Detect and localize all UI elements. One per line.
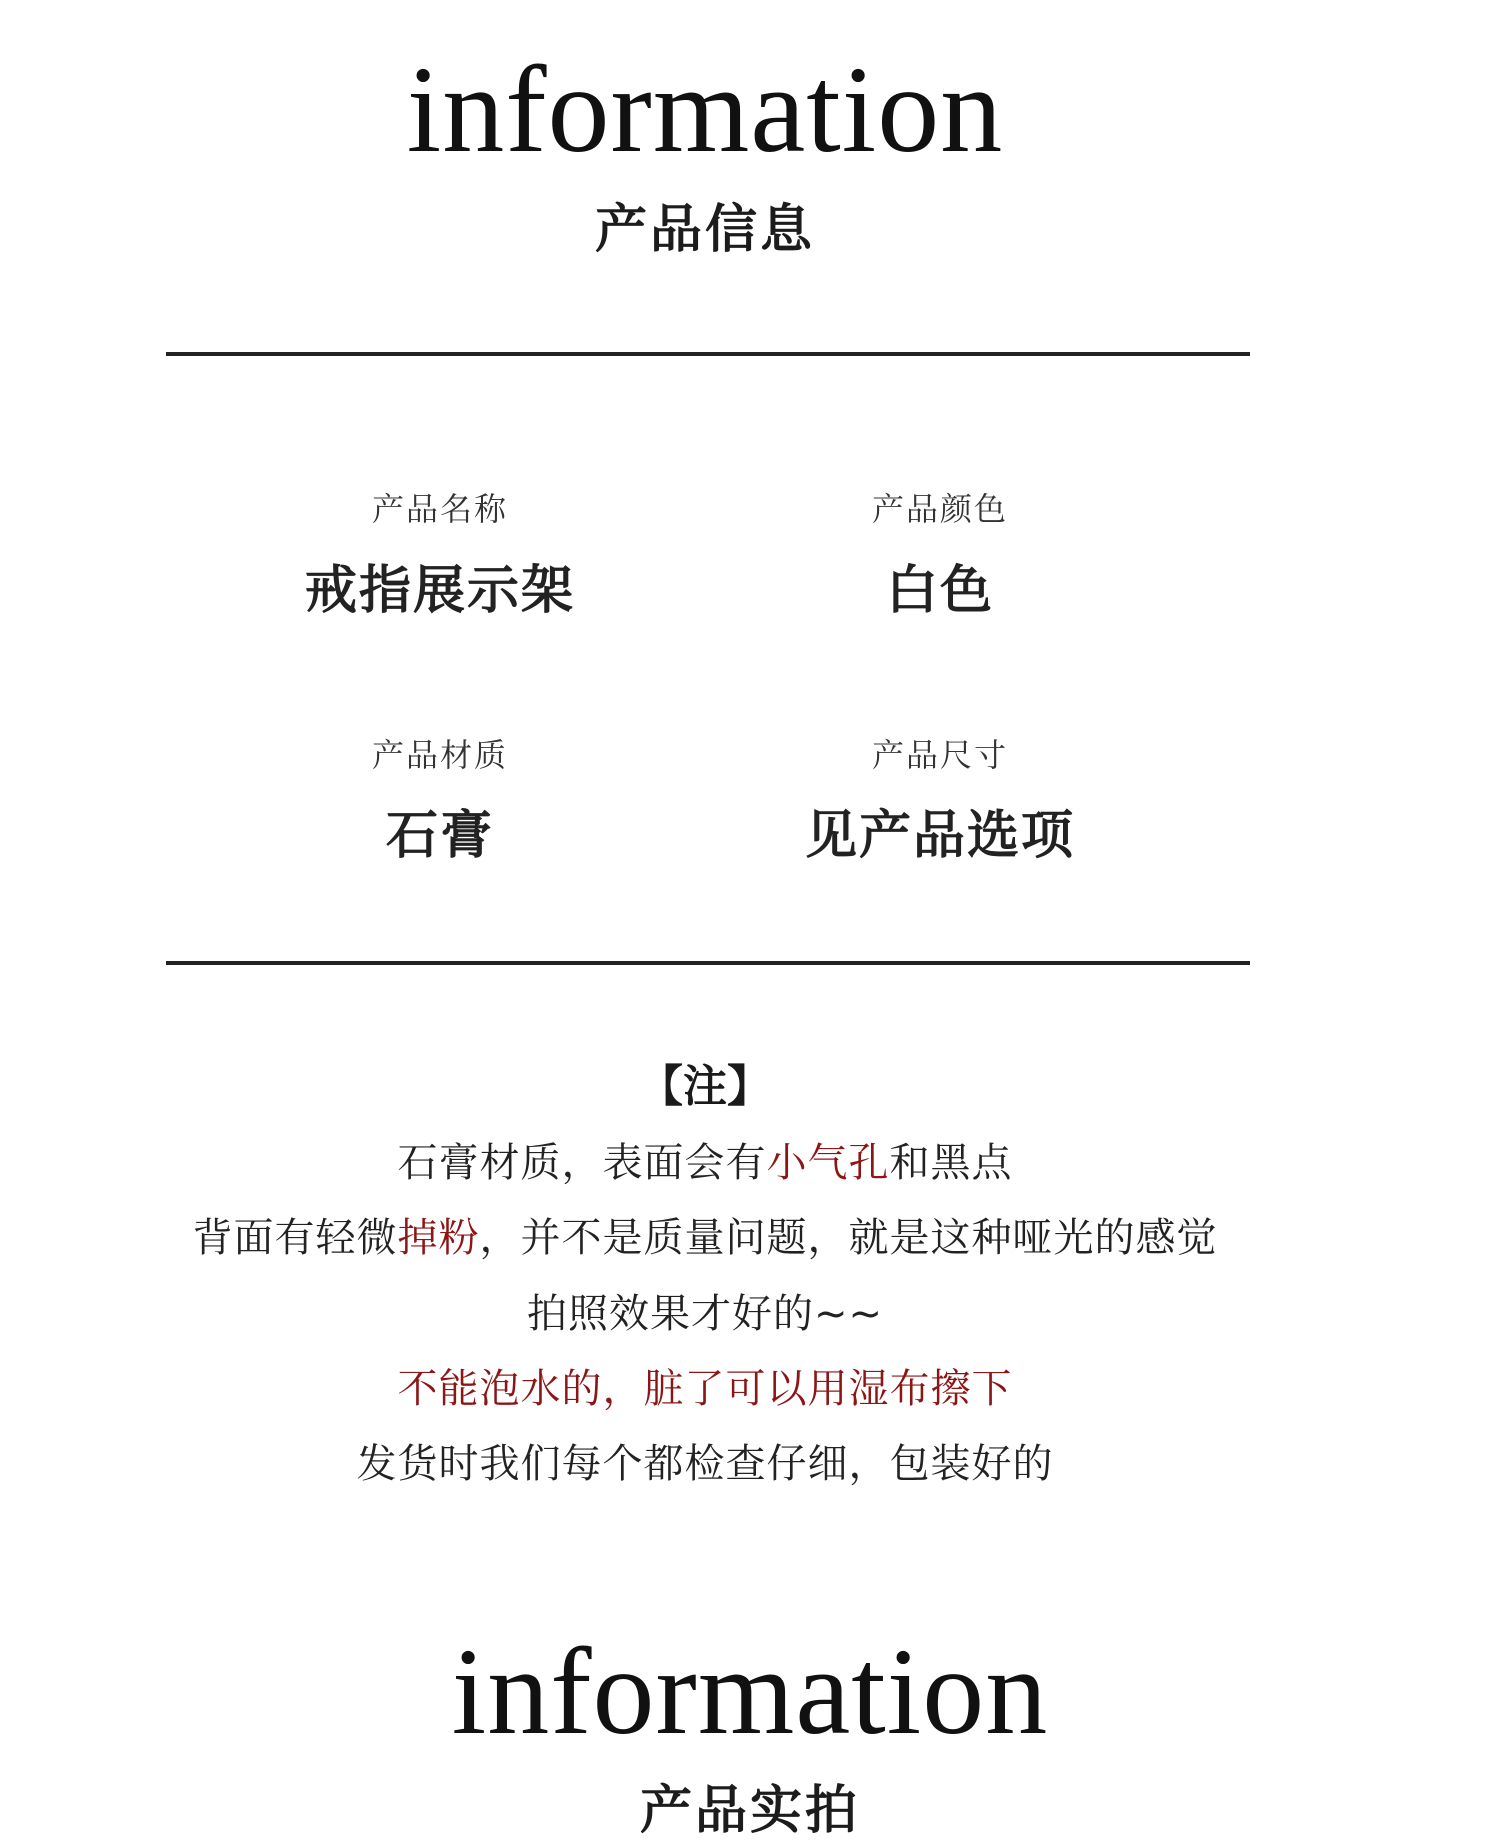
bottom-divider [166,961,1250,965]
note-line-2-highlight: 掉粉 [397,1215,480,1261]
note-line-5: 发货时我们每个都检查仔细，包装好的 [356,1441,1054,1487]
spec-value-material: 石膏 [385,806,494,866]
note-line-1-text: 石膏材质，表面会有 [397,1140,767,1186]
note-line-2-text: 背面有轻微 [192,1215,398,1261]
spec-label-color: 产品颜色 [871,490,1008,528]
top-divider [166,352,1250,356]
note-line-2 [0,1206,1410,1263]
spec-label-name: 产品名称 [371,490,508,528]
footer-title: information [451,1623,1049,1760]
note-line-1-end: 和黑点 [889,1140,1013,1186]
note-line-3: 拍照效果才好的~~ [526,1291,884,1337]
note-title: 【注】 [639,1061,771,1112]
header-subtitle: 产品信息 [594,200,815,260]
footer-subtitle: 产品实拍 [639,1781,860,1841]
spec-label-size: 产品尺寸 [871,736,1008,774]
header-title: information [406,41,1004,178]
note-line-1 [0,1131,1410,1188]
note-line-4-warning: 不能泡水的，脏了可以用湿布擦下 [397,1366,1013,1412]
note-line-2-end: ，并不是质量问题，就是这种哑光的感觉 [479,1215,1218,1261]
spec-value-name: 戒指展示架 [304,561,575,621]
spec-value-size: 见产品选项 [804,806,1075,866]
note-line-1-highlight: 小气孔 [766,1140,890,1186]
spec-label-material: 产品材质 [371,736,508,774]
spec-value-color: 白色 [885,561,994,621]
